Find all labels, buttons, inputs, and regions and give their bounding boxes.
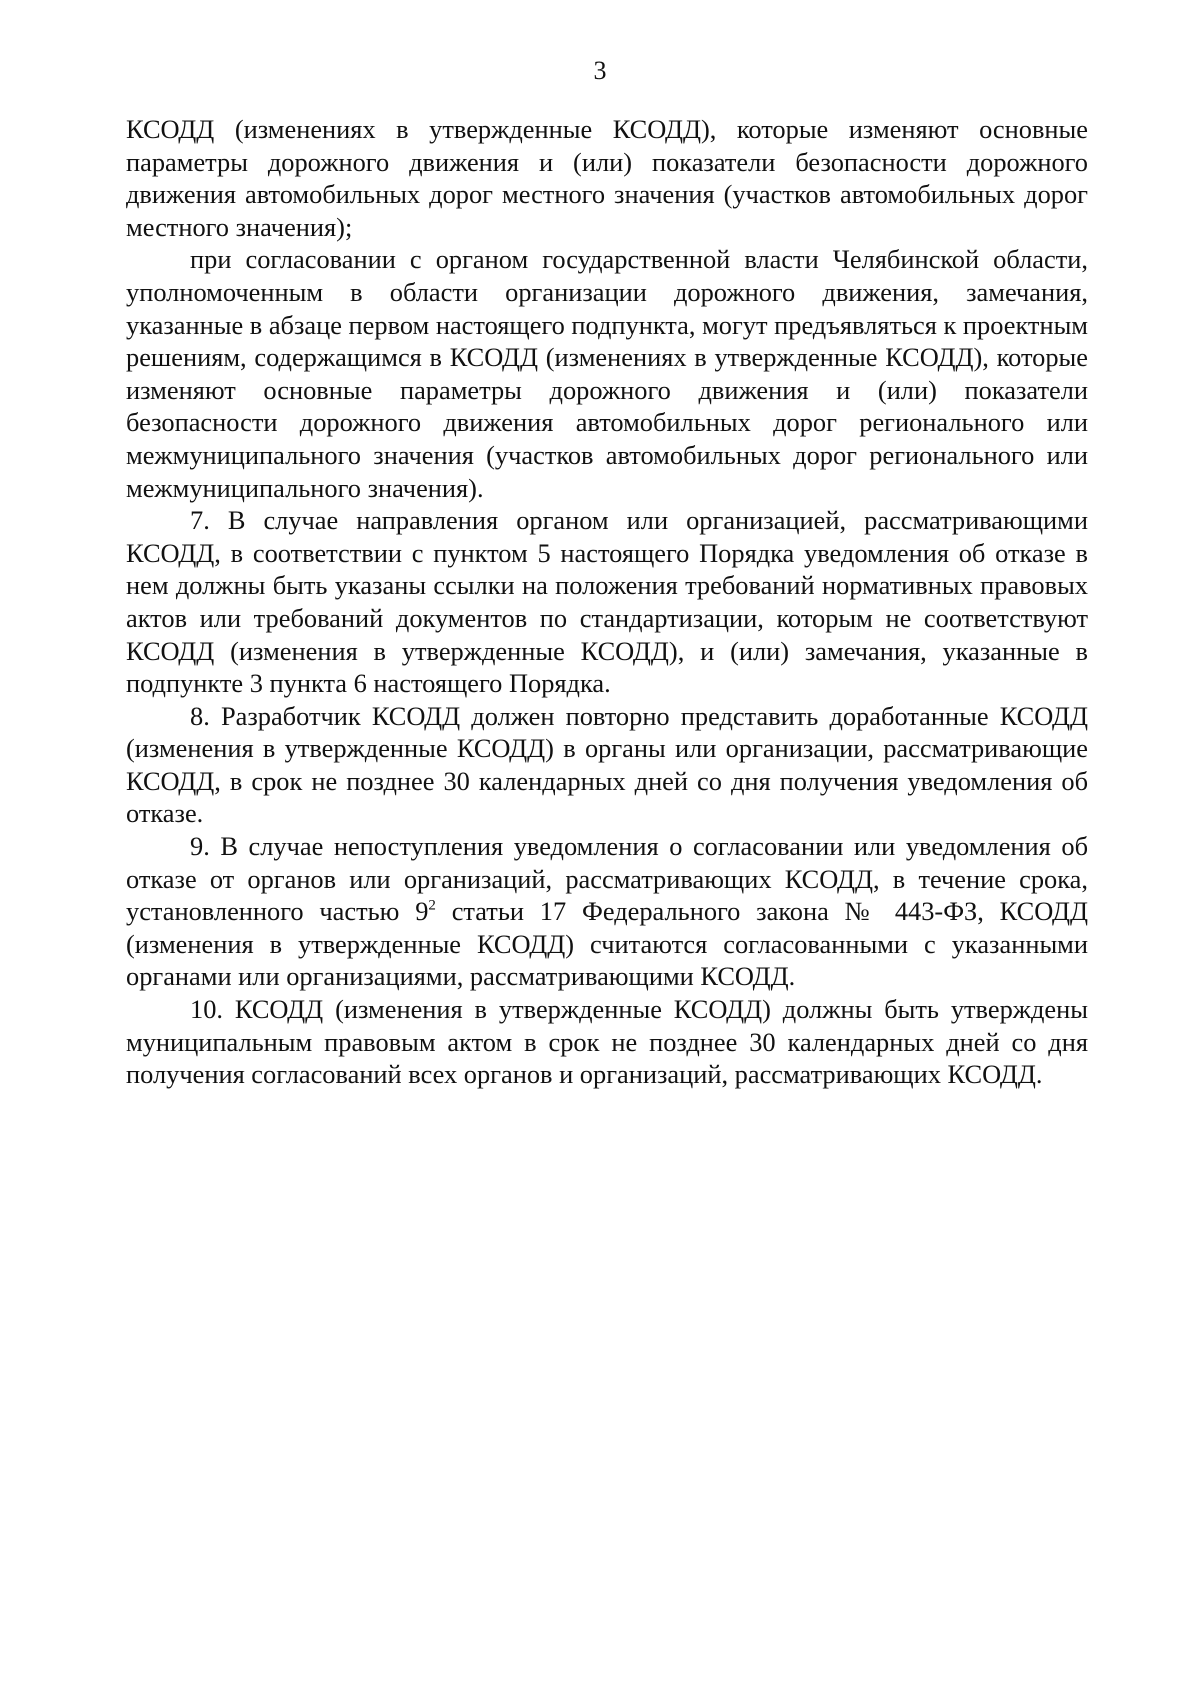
superscript-number: 2 [428, 897, 436, 914]
document-body [126, 113, 1088, 1091]
paragraph-item-9-text-after: статьи 17 Федерального закона № 443-ФЗ, КСОДД (изменения в утвержденные КСОДД) считаются согласованными с указанными органами или организациями, рассматривающими КСОДД. [126, 896, 1088, 992]
paragraph-item-8: 8. Разработчик КСОДД должен повторно представить доработанные КСОДД (изменения в утвержденные КСОДД) в органы или организации, рассматривающие КСОДД, в срок не позднее 30 календарных дней со дня получения уведомления об отказе. [126, 700, 1088, 829]
paragraph-item-10: 10. КСОДД (изменения в утвержденные КСОДД) должны быть утверждены муниципальным правовым актом в срок не позднее 30 календарных дней со дня получения согласований всех органов и организаций, рассматривающих КСОДД. [126, 994, 1088, 1090]
page-number: 3 [593, 56, 607, 85]
paragraph-item-7: 7. В случае направления органом или организацией, рассматривающими КСОДД, в соответствии с пунктом 5 настоящего Порядка уведомления об отказе в нем должны быть указаны ссылки на положения требований нормативных правовых актов или требований документов по стандартизации, которым не соответствуют КСОДД (изменения в утвержденные КСОДД), и (или) замечания, указанные в подпункте 3 пункта 6 настоящего Порядка. [126, 505, 1088, 699]
paragraph-continuation: КСОДД (изменениях в утвержденные КСОДД), которые изменяют основные параметры дорожного движения и (или) показатели безопасности дорожного движения автомобильных дорог местного значения (участков автомобильных дорог местного значения); [126, 114, 1088, 242]
paragraph-regional-approval: при согласовании с органом государственной власти Челябинской области, уполномоченным в области организации дорожного движения, замечания, указанные в абзаце первом настоящего подпункта, могут предъявляться к проектным решениям, содержащимся в КСОДД (изменениях в утвержденные КСОДД), которые изменяют основные параметры дорожного движения и (или) показатели безопасности дорожного движения автомобильных дорог регионального или межмуниципального значения (участков автомобильных дорог регионального или межмуниципального значения). [126, 244, 1088, 503]
paragraph-item-9-text-before: 9. В случае непоступления уведомления о согласовании или уведомления об отказе от органов или организаций, рассматривающих КСОДД, в течение срока, установленного частью 9 [126, 831, 1088, 927]
paragraph-item-9 [126, 830, 1088, 993]
